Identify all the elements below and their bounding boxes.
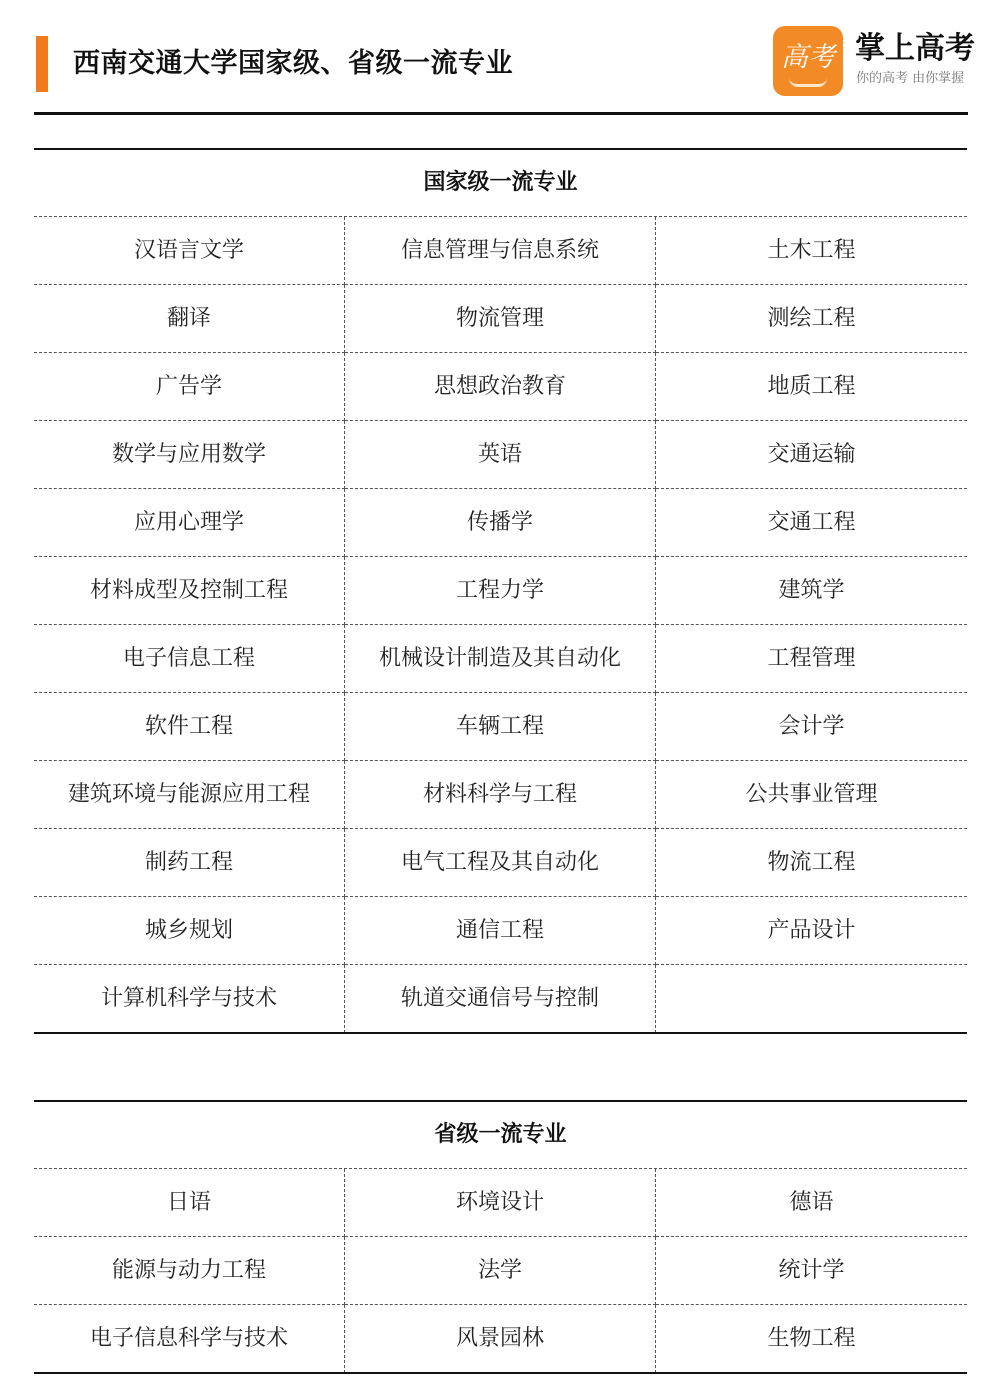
major-cell: 产品设计: [656, 897, 967, 965]
major-cell: 风景园林: [345, 1305, 656, 1373]
major-cell: 计算机科学与技术: [34, 965, 345, 1033]
major-cell: 生物工程: [656, 1305, 967, 1373]
major-cell: 通信工程: [345, 897, 656, 965]
major-cell: 公共事业管理: [656, 761, 967, 829]
major-cell: 日语: [34, 1169, 345, 1237]
major-cell: 测绘工程: [656, 285, 967, 353]
major-cell: 地质工程: [656, 353, 967, 421]
major-cell: 电子信息科学与技术: [34, 1305, 345, 1373]
national-majors-table: [34, 148, 967, 1034]
table-bottom-rule: [34, 1032, 967, 1034]
major-cell: 城乡规划: [34, 897, 345, 965]
provincial-majors-table: [34, 1100, 967, 1374]
major-cell: 机械设计制造及其自动化: [345, 625, 656, 693]
major-cell: 能源与动力工程: [34, 1237, 345, 1305]
majors-grid: [34, 1169, 967, 1373]
logo-name: 掌上高考: [855, 31, 975, 66]
book-icon: [789, 78, 827, 87]
major-cell: 土木工程: [656, 217, 967, 285]
major-cell: 制药工程: [34, 829, 345, 897]
major-cell: 物流工程: [656, 829, 967, 897]
major-cell: 工程力学: [345, 557, 656, 625]
page-title: 西南交通大学国家级、省级一流专业: [73, 48, 513, 79]
major-cell: 广告学: [34, 353, 345, 421]
logo-badge-icon: [773, 26, 843, 96]
major-cell: 翻译: [34, 285, 345, 353]
major-cell: 德语: [656, 1169, 967, 1237]
major-cell: 统计学: [656, 1237, 967, 1305]
major-cell: 材料成型及控制工程: [34, 557, 345, 625]
major-cell: 建筑学: [656, 557, 967, 625]
major-cell: 软件工程: [34, 693, 345, 761]
major-cell: 轨道交通信号与控制: [345, 965, 656, 1033]
major-cell: 思想政治教育: [345, 353, 656, 421]
major-cell: 信息管理与信息系统: [345, 217, 656, 285]
major-cell: 车辆工程: [345, 693, 656, 761]
header-divider: [34, 112, 968, 115]
major-cell: 数学与应用数学: [34, 421, 345, 489]
major-cell: 传播学: [345, 489, 656, 557]
major-cell: 应用心理学: [34, 489, 345, 557]
table-bottom-rule: [34, 1372, 967, 1374]
major-cell: 电子信息工程: [34, 625, 345, 693]
brand-logo: [773, 26, 973, 100]
major-cell: 环境设计: [345, 1169, 656, 1237]
page-header: [0, 0, 1002, 118]
major-cell: 英语: [345, 421, 656, 489]
title-accent-bar: [36, 36, 48, 92]
major-cell: 建筑环境与能源应用工程: [34, 761, 345, 829]
logo-mark-text: 高考: [781, 42, 835, 73]
major-cell: 电气工程及其自动化: [345, 829, 656, 897]
logo-slogan: 你的高考 由你掌握: [856, 71, 965, 86]
table-title: 省级一流专业: [34, 1102, 967, 1169]
major-cell: 交通工程: [656, 489, 967, 557]
table-title: 国家级一流专业: [34, 150, 967, 217]
major-cell: 交通运输: [656, 421, 967, 489]
major-cell: 汉语言文学: [34, 217, 345, 285]
major-cell: 法学: [345, 1237, 656, 1305]
major-cell: [656, 965, 967, 1033]
major-cell: 会计学: [656, 693, 967, 761]
major-cell: 材料科学与工程: [345, 761, 656, 829]
majors-grid: [34, 217, 967, 1033]
major-cell: 物流管理: [345, 285, 656, 353]
major-cell: 工程管理: [656, 625, 967, 693]
